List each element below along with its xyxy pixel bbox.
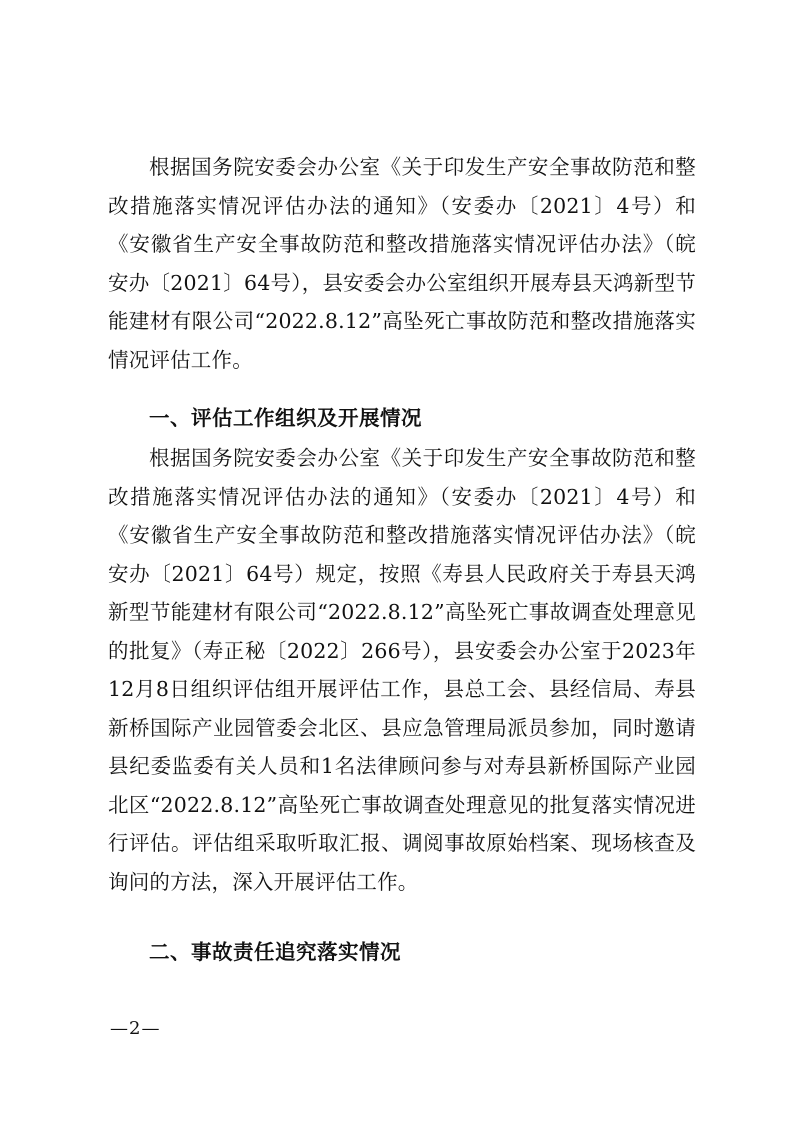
paragraph-text: 根据国务院安委会办公室《关于印发生产安全事故防范和整改措施落实情况评估办法的通知》（安委办〔2021〕4号）和《安徽省生产安全事故防范和整改措施落实情况评估办法》（皖安办〔2021〕64号）规定，按照《寿县人民政府关于寿县天鸿新型节能建材有限公司“2022.8.12”高坠死亡事故调查处理意见的批复》（寿正秘〔2022〕266号），县安委会办公室于2023年12月8日组织评估组开展评估工作，县总工会、县经信局、寿县新桥国际产业园管委会北区、县应急管理局派员参加，同时邀请县纪委监委有关人员和1名法律顾问参与对寿县新桥国际产业园北区“2022.8.12”高坠死亡事故调查处理意见的批复落实情况进行评估。评估组采取听取汇报、调阅事故原始档案、现场核查及询问的方法，深入开展评估工作。 — [108, 446, 696, 894]
body-paragraph-2 — [108, 439, 696, 901]
page-number: —2— — [110, 1018, 161, 1039]
section-heading-2: 二、事故责任追究落实情况 — [149, 940, 401, 964]
body-paragraph-1 — [108, 148, 696, 379]
section-heading-1: 一、评估工作组织及开展情况 — [149, 406, 422, 430]
paragraph-text: 根据国务院安委会办公室《关于印发生产安全事故防范和整改措施落实情况评估办法的通知》（安委办〔2021〕4号）和《安徽省生产安全事故防范和整改措施落实情况评估办法》（皖安办〔2021〕64号），县安委会办公室组织开展寿县天鸿新型节能建材有限公司“2022.8.12”高坠死亡事故防范和整改措施落实情况评估工作。 — [108, 155, 696, 372]
